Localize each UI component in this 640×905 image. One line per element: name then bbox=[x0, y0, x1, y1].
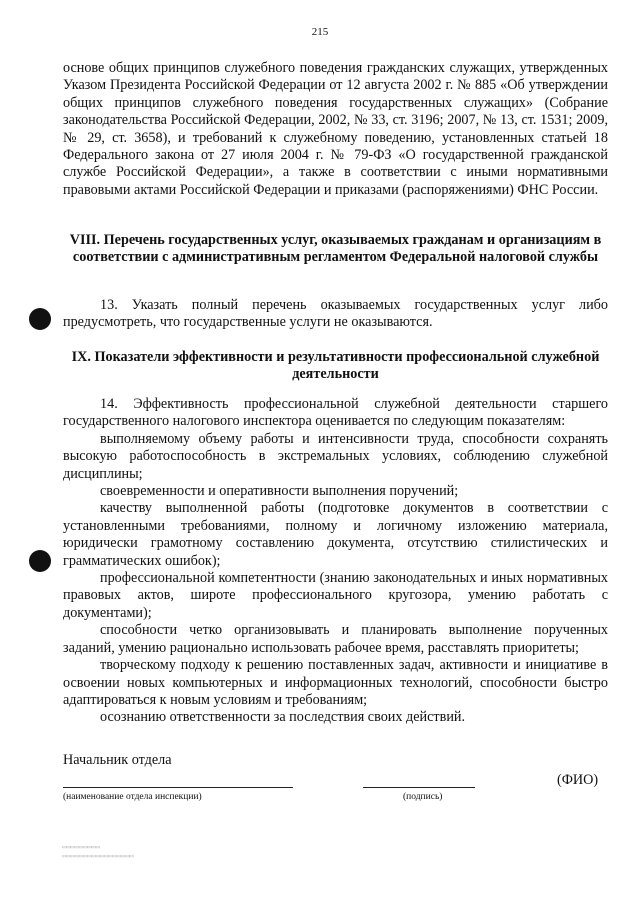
signature-line bbox=[363, 787, 475, 788]
indicator-item: профессиональной компетентности (знанию законодательных и иных нормативных правовых актов, широте профессионального кругозора, умению работать с документами); bbox=[63, 570, 608, 621]
indicator-item: качеству выполненной работы (подготовке документов в соответствии с установленными требованиями, полному и логичному изложению материала, юридически грамотному составлению документа, отсутствию стилистических и грамматических ошибок); bbox=[63, 500, 608, 569]
signature-caption: (подпись) bbox=[403, 792, 443, 802]
section-8-paragraph bbox=[63, 297, 608, 332]
punch-hole-mark bbox=[29, 550, 51, 572]
punch-hole-mark bbox=[29, 308, 51, 330]
intro-paragraph bbox=[63, 60, 608, 199]
department-line bbox=[63, 787, 293, 788]
section-8-heading: VIII. Перечень государственных услуг, оказываемых гражданам и организациям в соответствии с административным регламентом Федеральной налоговой службы bbox=[69, 232, 602, 266]
indicator-item: творческому подходу к решению поставленных задач, активности и инициативе в освоении новых компьютерных и информационных технологий, способности быстро адаптироваться к новым условиям и требованиям; bbox=[63, 657, 608, 708]
indicator-item: осознанию ответственности за последствия своих действий. bbox=[100, 709, 466, 726]
page-number: 215 bbox=[311, 26, 329, 38]
department-caption: (наименование отдела инспекции) bbox=[63, 792, 202, 802]
intro-text: основе общих принципов служебного поведения гражданских служащих, утвержденных Указом Президента Российской Федерации от 12 августа 2002 г. № 885 «Об утверждении общих принципов служебного поведения государственных служащих» (Собрание законодательства Российской Федерации, 2002, № 33, ст. 3196; 2007, № 13, ст. 1531; 2009, № 29, ст. 3658), и требований к служебному поведению, установленных статьей 18 Федерального закона от 27 июля 2004 г. № 79-ФЗ «О государственной гражданской службе Российской Федерации», а также в соответствии с иными нормативными правовыми актами Российской Федерации и приказами (распоряжениями) ФНС России. bbox=[63, 60, 608, 198]
section-9-heading: IX. Показатели эффективности и результативности профессиональной служебной деятельности bbox=[71, 349, 600, 383]
section-9-body bbox=[63, 396, 608, 727]
indicator-item: способности четко организовывать и планировать выполнение порученных заданий, умению рационально использовать рабочее время, расставлять приоритеты; bbox=[63, 622, 608, 656]
indicator-item: своевременности и оперативности выполнения поручений; bbox=[100, 483, 459, 500]
paragraph-14: 14. Эффективность профессиональной служебной деятельности старшего государственного налогового инспектора оценивается по следующим показателям: bbox=[63, 396, 608, 430]
paragraph-13: 13. Указать полный перечень оказываемых государственных услуг либо предусмотреть, что государственные услуги не оказываются. bbox=[63, 297, 608, 331]
faint-print-stamp: ▭▭▭▭▭▭▭▭▭ ▭▭▭▭▭▭▭▭▭▭▭▭▭▭▭▭▭ bbox=[62, 843, 134, 860]
signature-title: Начальник отдела bbox=[63, 752, 172, 768]
indicator-item: выполняемому объему работы и интенсивности труда, способности сохранять высокую работоспособность в экстремальных условиях, соблюдению служебной дисциплины; bbox=[63, 430, 608, 482]
fio-label: (ФИО) bbox=[557, 772, 599, 788]
